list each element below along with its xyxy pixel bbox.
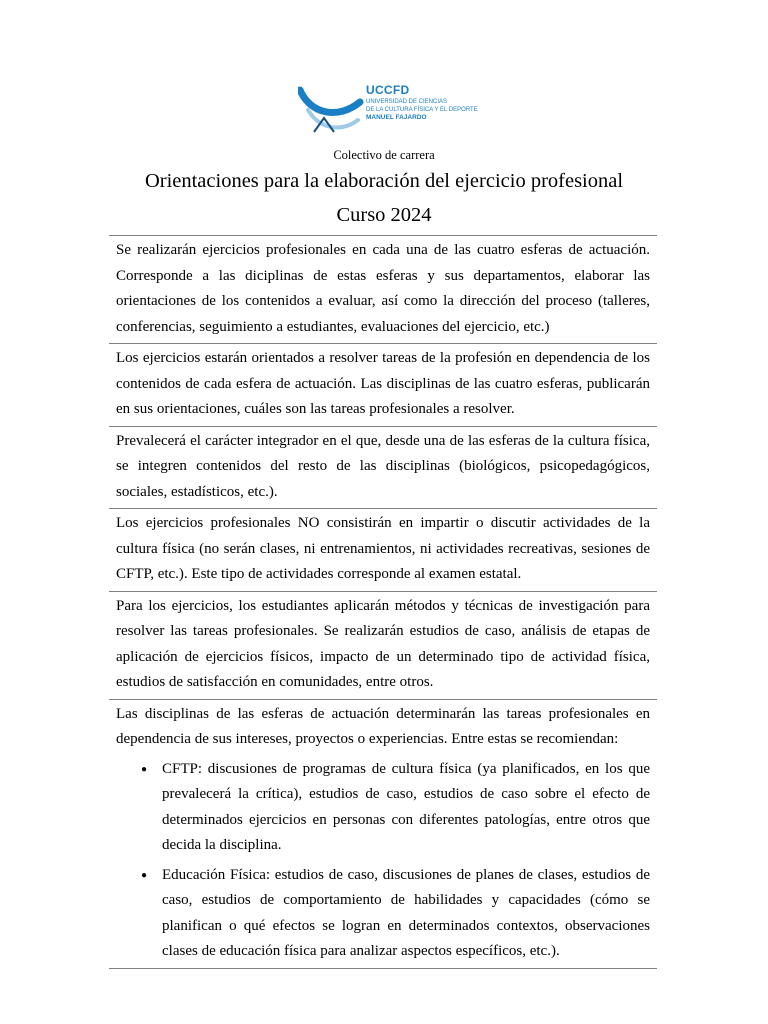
- orientations-table: [109, 235, 657, 969]
- bullet-icon: ●: [141, 763, 148, 775]
- table-row: Los ejercicios estarán orientados a resolver tareas de la profesión en dependencia de los contenidos de cada esfera de actuación. Las disciplinas de las cuatro esferas, publicarán en sus orientaciones, cuáles son las tareas profesionales a resolver.: [109, 343, 657, 426]
- logo-text: [366, 84, 478, 122]
- table-row: Para los ejercicios, los estudiantes aplicarán métodos y técnicas de investigación para resolver las tareas profesionales. Se realizarán estudios de caso, análisis de etapas de aplicación de ejercicios físicos, impacto de un determinado tipo de actividad física, estudios de satisfacción en comunidades, entre otros.: [109, 591, 657, 699]
- list-item: [141, 863, 650, 965]
- list-item-text: CFTP: discusiones de programas de cultura física (ya planificados, en los que prevalecerá la crítica), estudios de caso, estudios de caso sobre el efecto de determinados ejercicios en personas con diferentes patologías, entre otros que decida la disciplina.: [162, 760, 650, 853]
- table-row: Prevalecerá el carácter integrador en el que, desde una de las esferas de la cultura física, se integren contenidos del resto de las disciplinas (biológicos, psicopedagógicos, sociales, estadísticos, etc.).: [109, 426, 657, 509]
- page-title: Orientaciones para la elaboración del ejercicio profesional: [144, 170, 624, 192]
- list-item: [141, 757, 650, 859]
- bullet-icon: ●: [141, 869, 148, 881]
- logo-acronym: UCCFD: [366, 83, 410, 97]
- table-row: Los ejercicios profesionales NO consistirán en impartir o discutir actividades de la cultura física (no serán clases, ni entrenamientos, ni actividades recreativas, sesiones de CFTP, etc.). Este tipo de actividades corresponde al examen estatal.: [109, 508, 657, 591]
- table-row-recommendations: [109, 699, 657, 969]
- logo-name: MANUEL FAJARDO: [366, 114, 427, 121]
- table-row: Se realizarán ejercicios profesionales en cada una de las cuatro esferas de actuación. Corresponde a las diciplinas de estas esferas y sus departamentos, elaborar las orientaciones de los contenidos a evaluar, así como la dirección del proceso (talleres, conferencias, seguimiento a estudiantes, evaluaciones del ejercicio, etc.): [109, 235, 657, 343]
- university-logo: [298, 80, 478, 140]
- recommendations-intro: Las disciplinas de las esferas de actuación determinarán las tareas profesionales en dependencia de sus intereses, proyectos o experiencias. Entre estas se recomiendan:: [116, 705, 650, 747]
- collective-label: Colectivo de carrera: [333, 148, 435, 162]
- list-item-text: Educación Física: estudios de caso, discusiones de planes de clases, estudios de caso, estudios de comportamiento de habilidades y capacidades (cómo se planifican o qué efectos se logran en determinados contextos, observaciones clases de educación física para analizar aspectos específicos, etc.).: [162, 866, 650, 959]
- logo-swoosh-icon: [298, 80, 368, 140]
- page-subtitle: Curso 2024: [336, 204, 432, 226]
- logo-line-1: UNIVERSIDAD DE CIENCIAS: [366, 99, 448, 105]
- logo-line-2: DE LA CULTURA FÍSICA Y EL DEPORTE: [366, 107, 478, 113]
- recommendations-list: [116, 757, 650, 965]
